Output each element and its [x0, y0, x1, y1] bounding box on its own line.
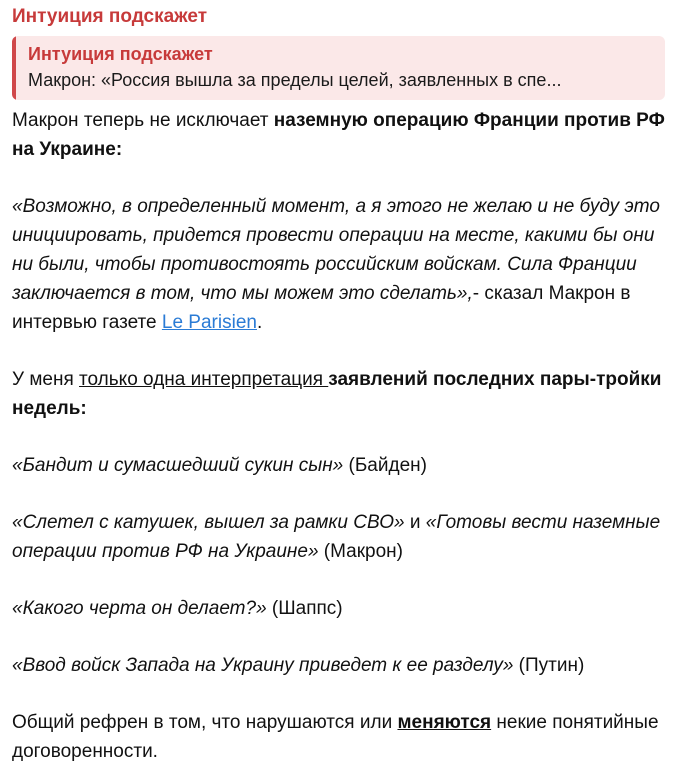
- attribution: (Шаппс): [266, 598, 343, 619]
- spacer: [12, 480, 665, 508]
- spacer: [12, 566, 665, 594]
- bold-text: наземную операцию Франции против РФ на Украине:: [12, 110, 665, 160]
- reply-preview[interactable]: [12, 36, 665, 100]
- text: У меня: [12, 369, 80, 390]
- spacer: [12, 337, 665, 365]
- text: некие понятийные договоренности.: [12, 712, 659, 762]
- text: Макрон теперь не исключает: [12, 110, 274, 131]
- text: Общий рефрен в том, что нарушаются или: [12, 712, 398, 733]
- le-parisien-link[interactable]: Le Parisien: [161, 312, 257, 333]
- underlined-text: только одна интерпретация: [79, 369, 329, 390]
- attribution: (Путин): [513, 655, 585, 676]
- paragraph-conclusion: [12, 708, 665, 766]
- attribution: (Макрон): [318, 541, 403, 562]
- attribution: (Байден): [343, 455, 427, 476]
- italic-quote: «Какого черта он делает?»: [12, 598, 267, 619]
- italic-quote: «Ввод войск Запада на Украину приведет к ее разделу»: [12, 655, 514, 676]
- italic-quote: «Бандит и сумасшедший сукин сын»: [12, 455, 344, 476]
- italic-quote: «Слетел с катушек, вышел за рамки СВО»: [12, 512, 405, 533]
- paragraph-interpretation: [12, 365, 665, 423]
- quote-putin: [12, 651, 665, 680]
- paragraph-intro: [12, 106, 665, 164]
- text: .: [256, 312, 263, 333]
- quote-shapps: [12, 594, 665, 623]
- spacer: [12, 164, 665, 192]
- paragraph-quote: [12, 192, 665, 337]
- reply-body: [16, 36, 665, 100]
- message-author[interactable]: Интуиция подскажет: [12, 6, 208, 27]
- bold-text: заявлений последних пары-тройки недель:: [12, 369, 662, 419]
- text: и: [404, 512, 426, 533]
- italic-quote: «Возможно, в определенный момент, а я этого не желаю и не буду это инициировать, придется провести операции на месте, какими бы они ни были, чтобы противостоять российским войскам. Сила Франции заключается в том, что мы можем это сделать»,: [12, 196, 660, 304]
- spacer: [12, 423, 665, 451]
- quote-macron: [12, 508, 665, 566]
- reply-author: Интуиция подскажет: [28, 44, 213, 64]
- text: - сказал Макрон в интервью газете: [12, 283, 631, 333]
- spacer: [12, 680, 665, 708]
- italic-quote: «Готовы вести наземные операции против РФ на Украине»: [12, 512, 661, 562]
- spacer: [12, 623, 665, 651]
- quote-biden: [12, 451, 665, 480]
- reply-text: Макрон: «Россия вышла за пределы целей, заявленных в спе...: [28, 70, 562, 90]
- bold-underlined-text: меняются: [397, 712, 492, 733]
